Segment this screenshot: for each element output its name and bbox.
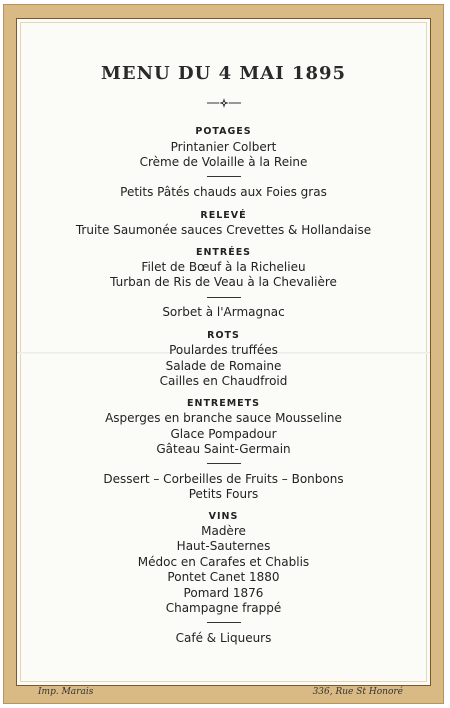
printer-imprint: Imp. Marais bbox=[38, 687, 94, 697]
menu-item: Salade de Romaine bbox=[165, 359, 282, 373]
menu-item: Café & Liqueurs bbox=[175, 631, 272, 645]
wine-item: Médoc en Carafes et Chablis bbox=[137, 555, 310, 569]
separator-rule bbox=[207, 463, 241, 464]
heading-rots: ROTS bbox=[207, 330, 240, 341]
wine-item: Champagne frappé bbox=[165, 601, 282, 615]
wine-item: Pomard 1876 bbox=[183, 586, 264, 600]
heading-entrees: ENTRÉES bbox=[195, 247, 252, 258]
heading-vins: VINS bbox=[208, 511, 239, 522]
menu-item: Poulardes truffées bbox=[169, 343, 278, 357]
menu-item: Dessert – Corbeilles de Fruits – Bonbons bbox=[103, 472, 344, 486]
separator-rule bbox=[207, 176, 241, 177]
wine-item: Pontet Canet 1880 bbox=[167, 570, 280, 584]
heading-entremets: ENTREMETS bbox=[187, 398, 260, 409]
wine-item: Madère bbox=[201, 524, 246, 538]
menu-item: Petits Fours bbox=[188, 487, 259, 501]
fleuron-ornament-icon bbox=[207, 97, 241, 109]
menu-item: Petits Pâtés chauds aux Foies gras bbox=[120, 185, 327, 199]
menu-item: Asperges en branche sauce Mousseline bbox=[105, 411, 342, 425]
menu-item: Truite Saumonée sauces Crevettes & Hollandaise bbox=[75, 223, 372, 237]
separator-rule bbox=[207, 297, 241, 298]
menu-card bbox=[3, 4, 444, 704]
printer-address: 336, Rue St Honoré bbox=[312, 687, 403, 697]
heading-releve: RELEVÉ bbox=[200, 210, 247, 221]
menu-page bbox=[17, 19, 430, 685]
menu-item: Cailles en Chaudfroid bbox=[159, 374, 288, 388]
wine-item: Haut-Sauternes bbox=[176, 539, 271, 553]
separator-rule bbox=[207, 622, 241, 623]
menu-item: Gâteau Saint-Germain bbox=[156, 442, 291, 456]
menu-title: MENU DU 4 MAI 1895 bbox=[100, 63, 347, 84]
heading-potages: POTAGES bbox=[195, 126, 252, 137]
menu-item: Printanier Colbert bbox=[170, 140, 277, 154]
menu-item: Crème de Volaille à la Reine bbox=[139, 155, 308, 169]
menu-item: Filet de Bœuf à la Richelieu bbox=[141, 260, 306, 274]
menu-item: Sorbet à l'Armagnac bbox=[162, 305, 285, 319]
menu-item: Turban de Ris de Veau à la Chevalière bbox=[110, 275, 337, 289]
menu-item: Glace Pompadour bbox=[170, 427, 277, 441]
